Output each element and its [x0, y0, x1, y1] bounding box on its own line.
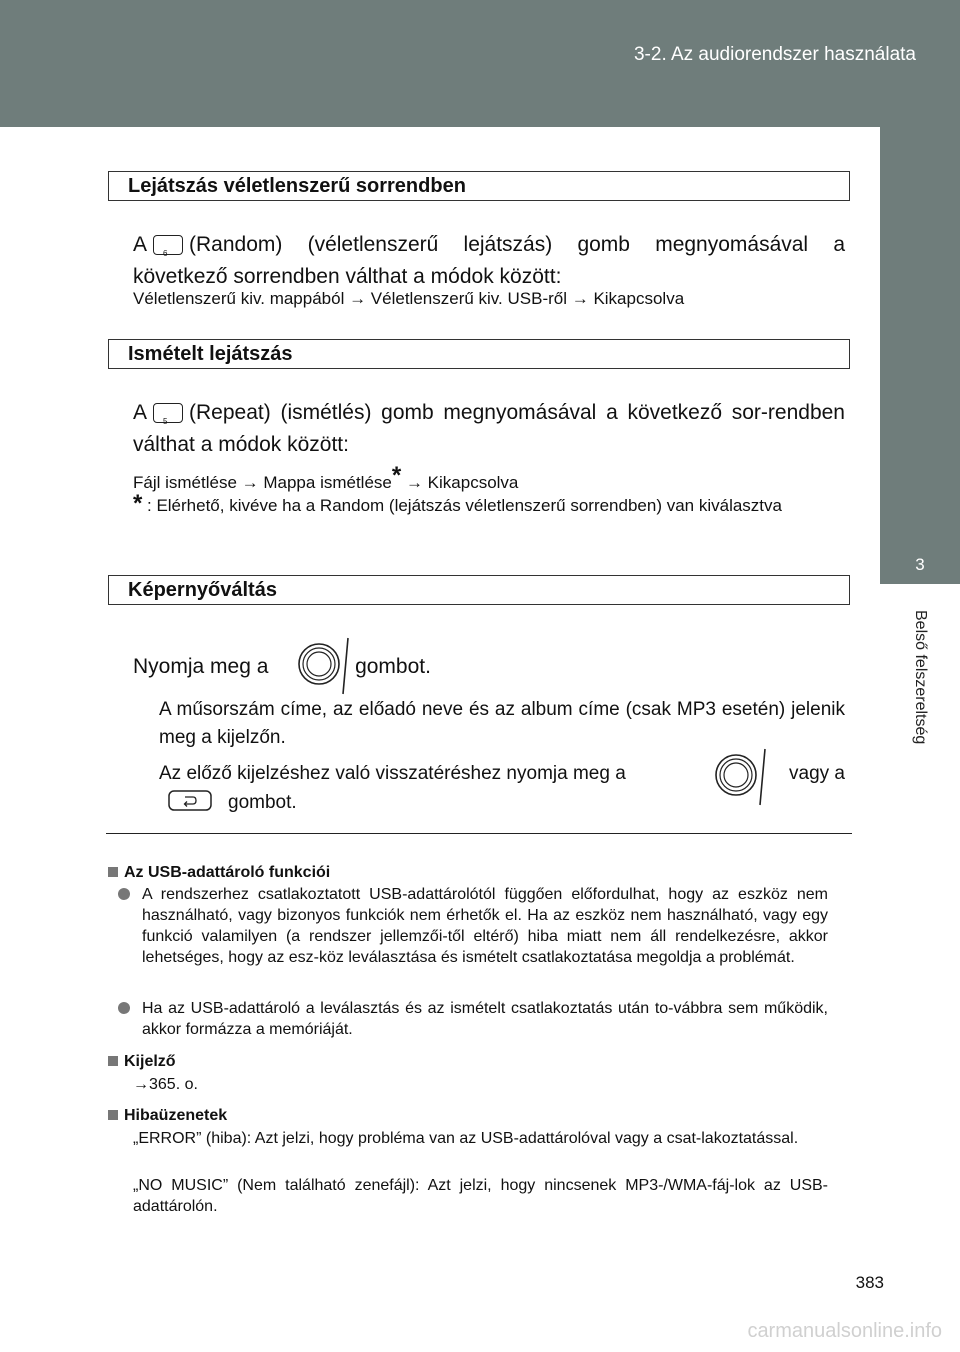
display-press-line [133, 651, 845, 683]
random-text-after: (Random) (véletlenszerű lejátszás) gomb megnyomásával a következő sorrendben válthat a módok között: [133, 233, 845, 288]
repeat-text-after: (Repeat) (ismétlés) gomb megnyomásával a következő sor-rendben válthat a módok között: [133, 401, 845, 456]
display-return-after: gombot. [228, 792, 297, 813]
back-button-icon [168, 790, 212, 812]
note-usb-head [108, 862, 330, 883]
return-knob-icon [713, 745, 771, 807]
section-header-repeat [108, 339, 850, 369]
note-usb-bullet-1-text: A rendszerhez csatlakoztatott USB-adattárolótól függően előfordulhat, hogy az eszköz nem használható, vagy bizonyos funkciók nem érhetők el. Ha az eszköz nem használható, vagy egy funkció valamilyen (a rendszer jellemzői-től eltérő) hiba miatt nem áll rendelkezésre, akkor lehetséges, hogy az esz-köz leválasztása és ismételt csatlakoztatása megoldja a problémát. [142, 886, 828, 966]
section-title-random: Lejátszás véletlenszerű sorrendben [128, 175, 466, 197]
repeat-sequence [133, 462, 518, 493]
repeat-footnote [133, 490, 845, 518]
display-press-after: gombot. [355, 655, 431, 678]
random-sequence: Véletlenszerű kiv. mappából → Véletlenszerű kiv. USB-ről → Kikapcsolva [133, 289, 685, 308]
chapter-tab [880, 127, 960, 584]
note-display-head [108, 1051, 176, 1072]
note-usb-head-text: Az USB-adattároló funkciói [124, 864, 331, 881]
display-return-before: Az előző kijelzéshez való visszatéréshez nyomja meg a [159, 763, 626, 784]
section-header-display [108, 575, 850, 605]
square-bullet-icon [108, 1056, 118, 1066]
section-header-random [108, 171, 850, 201]
note-error-2: „NO MUSIC” (Nem található zenefájl): Azt jelzi, hogy nincsenek MP3-/WMA-fáj-lok az USB-adattárolón. [133, 1177, 828, 1215]
random-text-before: A [133, 233, 148, 256]
repeat-footnote-mark: * [133, 490, 143, 517]
repeat-asterisk: * [391, 462, 402, 489]
repeat-sequence-b: → Kikapcsolva [405, 473, 519, 492]
random-key-icon [153, 235, 183, 259]
display-return-or: vagy a [789, 763, 845, 784]
page-number: 383 [855, 1273, 884, 1292]
square-bullet-icon [108, 1110, 118, 1120]
note-usb-bullet-1 [108, 884, 828, 968]
note-errors-head-text: Hibaüzenetek [124, 1107, 228, 1124]
note-display-ref: →365. o. [133, 1076, 198, 1093]
notes-divider [106, 833, 852, 834]
circle-bullet-icon [118, 1002, 130, 1014]
side-label [880, 610, 960, 810]
repeat-paragraph [133, 397, 845, 461]
display-knob-icon [296, 634, 354, 696]
repeat-key-label: 5 [163, 417, 168, 427]
header-band [0, 0, 960, 127]
display-press-before: Nyomja meg a [133, 655, 269, 678]
watermark: carmanualsonline.info [747, 1320, 942, 1342]
repeat-footnote-text: : Elérhető, kivéve ha a Random (lejátszás véletlenszerű sorrendben) van kiválasztva [147, 496, 782, 515]
repeat-sequence-a: Fájl ismétlése → Mappa ismétlése [133, 473, 392, 492]
chapter-title: 3-2. Az audiorendszer használata [633, 44, 916, 65]
repeat-key-icon [153, 403, 183, 427]
note-usb-bullet-2 [108, 998, 828, 1040]
square-bullet-icon [108, 867, 118, 877]
random-paragraph [133, 229, 845, 293]
note-usb-bullet-2-text: Ha az USB-adattároló a leválasztás és az ismételt csatlakoztatás után to-vábbra sem működik, akkor formázza a memóriáját. [142, 1000, 828, 1038]
repeat-text-before: A [133, 401, 148, 424]
note-display-head-text: Kijelző [124, 1053, 176, 1070]
side-label-text: Belső felszereltség [912, 610, 929, 745]
chapter-tab-number: 3 [915, 555, 925, 574]
display-info: A műsorszám címe, az előadó neve és az album címe (csak MP3 esetén) jelenik meg a kijelzőn. [159, 699, 845, 748]
section-title-repeat: Ismételt lejátszás [128, 343, 293, 365]
section-title-display: Képernyőváltás [128, 579, 277, 601]
random-key-label: 6 [163, 249, 168, 259]
note-error-1: „ERROR” (hiba): Azt jelzi, hogy probléma van az USB-adattárolóval vagy a csat-lakoztatással. [133, 1130, 799, 1147]
note-errors-head [108, 1105, 227, 1126]
circle-bullet-icon [118, 888, 130, 900]
